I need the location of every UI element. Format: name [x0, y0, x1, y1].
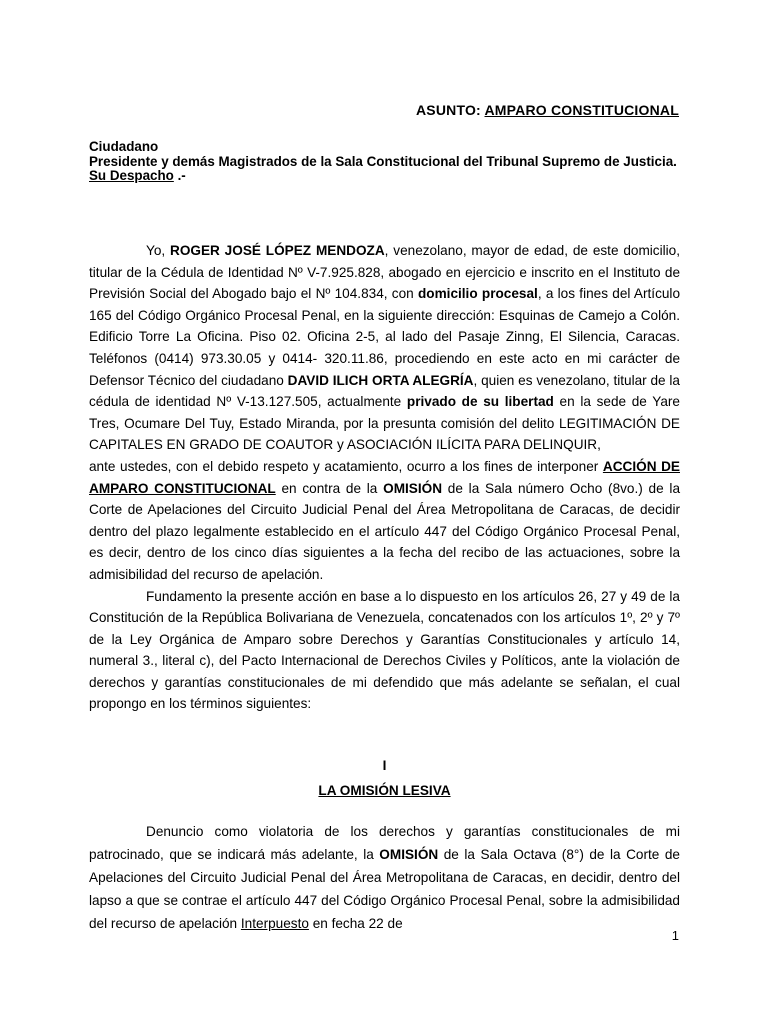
paragraph-action	[89, 456, 680, 586]
paragraph-denuncia	[89, 820, 680, 935]
page-number: 1	[671, 928, 679, 943]
p4-text-3: en fecha 22 de	[308, 916, 403, 931]
addressee-line-2: Presidente y demás Magistrados de la Sala Constitucional del Tribunal Supremo de Justicia.	[89, 153, 677, 169]
accion-amparo: ACCIÓN DE AMPARO CONSTITUCIONAL	[89, 458, 680, 496]
privado-libertad: privado de su libertad	[406, 394, 554, 410]
paragraph-identification	[89, 240, 680, 456]
p2-text-1: ante ustedes, con el debido respeto y acatamiento, ocurro a los fines de interponer	[89, 458, 603, 474]
p2-text-3: de la Sala número Ocho (8vo.) de la Corte de Apelaciones del Circuito Judicial Penal del Área Metropolitana de Caracas, de decidir dentro del plazo legalmente establecido en el artículo 447 del Código Orgánico Procesal Penal, es decir, dentro de los cinco días siguientes a la fecha del recibo de las actuaciones, sobre la admisibilidad del recurso de apelación.	[89, 480, 681, 582]
addressee-line-1: Ciudadano	[89, 139, 159, 154]
p2-text-2: en contra de la	[275, 480, 384, 496]
lawyer-name: ROGER JOSÉ LÓPEZ MENDOZA	[170, 243, 385, 258]
document-body-section-1	[89, 820, 680, 935]
addressee-line-3	[89, 169, 681, 184]
omision-term: OMISIÓN	[383, 480, 443, 496]
section-title: LA OMISIÓN LESIVA	[318, 783, 451, 798]
p4-text-2: de la Sala Octava (8°) de la Corte de Apelaciones del Circuito Judicial Penal del Área Metropolitana de Caracas, en decidir, dentro del lapso a que se contrae el artículo 447 del Código Orgánico Procesal Penal, sobre la admisibilidad del recurso de apelación	[89, 847, 680, 931]
interpuesto-term: Interpuesto	[240, 916, 309, 931]
subject-value: AMPARO CONSTITUCIONAL	[484, 102, 679, 118]
p1-text-2: , venezolano, mayor de edad, de este domicilio, titular de la Cédula de Identidad Nº V-7.925.828, abogado en ejercicio e inscrito en el Instituto de Previsión Social del Abogado bajo el Nº 104.834, con	[89, 243, 681, 302]
p4-text-1: Denuncio como violatoria de los derechos y garantías constitucionales de mi patrocinado, que se indicará más adelante, la	[89, 824, 680, 862]
p1-text-5: en la sede de Yare Tres, Ocumare Del Tuy, Estado Miranda, por la presunta comisión del delito LEGITIMACIÓN DE CAPITALES EN GRADO DE COAUTOR y ASOCIACIÓN ILÍCITA PARA DELINQUIR,	[89, 394, 680, 453]
p1-text-1: Yo,	[146, 243, 170, 258]
paragraph-foundation: Fundamento la presente acción en base a lo dispuesto en los artículos 26, 27 y 49 de la Constitución de la República Bolivariana de Venezuela, concatenados con los artículos 1º, 2º y 7º de la Ley Orgánica de Amparo sobre Derechos y Garantías Constitucionales y artículo 14, numeral 3., literal c), del Pacto Internacional de Derechos Civiles y Políticos, ante la violación de derechos y garantías constitucionales de mi defendido que más adelante se señalan, el cual propongo en los términos siguientes:	[89, 588, 680, 712]
subject-label: ASUNTO:	[416, 102, 481, 118]
p1-text-3: , a los fines del Artículo 165 del Código Orgánico Procesal Penal, en la siguiente dirección: Esquinas de Camejo a Colón. Edificio Torre La Oficina. Piso 02. Oficina 2-5, al lado del Pasaje Zinng, El Silencia, Caracas. Teléfonos (0414) 973.30.05 y 0414- 320.11.86, procediendo en este acto en mi carácter de Defensor Técnico del ciudadano	[89, 286, 681, 388]
document-body	[89, 240, 680, 715]
domicilio-procesal: domicilio procesal	[417, 286, 538, 302]
subject-line	[416, 102, 679, 118]
addressee-block	[89, 140, 681, 184]
p1-text-4: , quien es venezolano, titular de la cédula de identidad Nº V-13.127.505, actualmente	[89, 372, 680, 410]
omision-term-2: OMISIÓN	[379, 847, 439, 862]
su-despacho: Su Despacho	[89, 168, 174, 183]
section-number: I	[382, 758, 387, 773]
addressee-line-3-tail: .-	[177, 168, 186, 183]
client-name: DAVID ILICH ORTA ALEGRÍA	[287, 372, 474, 388]
